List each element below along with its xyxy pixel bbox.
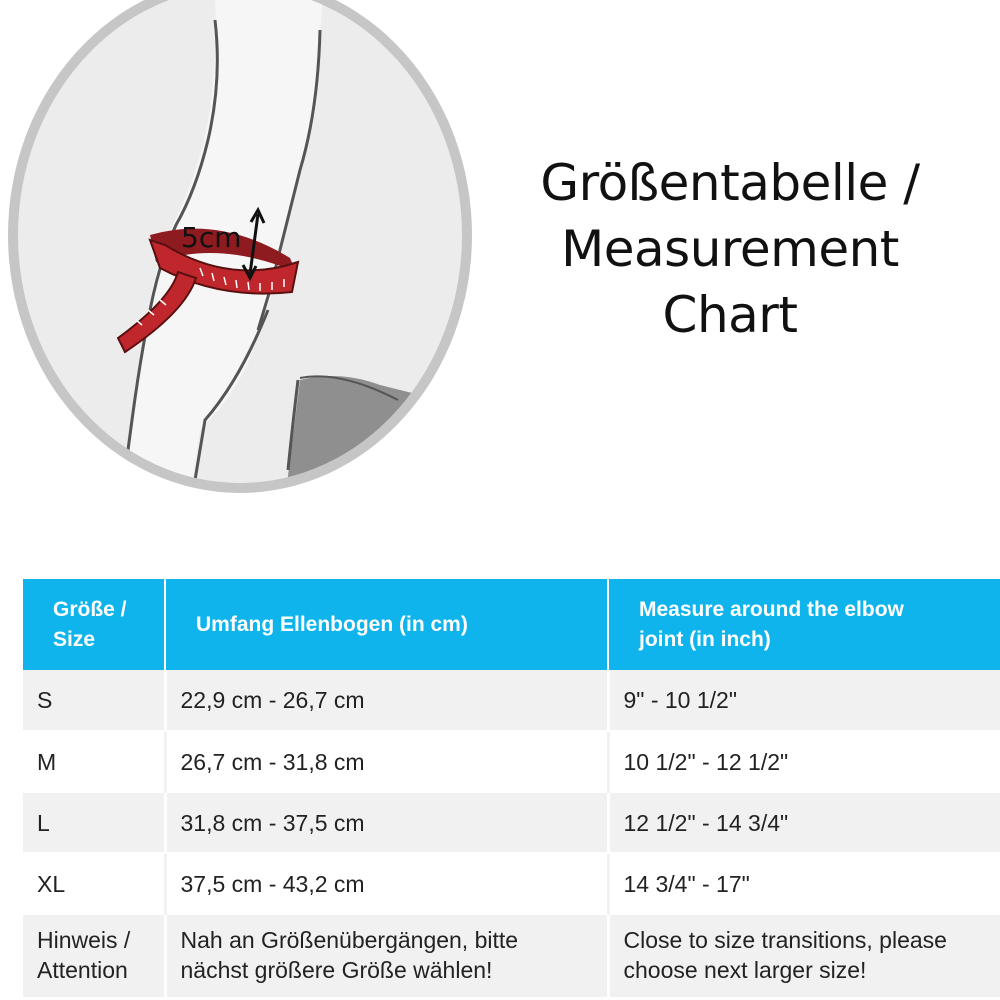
measurement-label: 5cm [181,221,242,254]
table-header-row [23,579,1000,670]
title-line-2: Measurement [561,220,899,278]
cell-size: M [23,731,165,792]
table-row [23,670,1000,731]
cell-inch: 10 1/2" - 12 1/2" [608,731,1000,792]
note-english [608,914,1000,998]
note-label [23,914,165,998]
header-inch-line-2: joint (in inch) [639,627,771,651]
cell-size: XL [23,853,165,914]
cell-cm: 37,5 cm - 43,2 cm [165,853,608,914]
cell-cm: 31,8 cm - 37,5 cm [165,792,608,853]
title-line-1: Größentabelle / [540,154,920,212]
table-row [23,731,1000,792]
header-size-line-1: Größe / [53,597,127,621]
header-size-line-2: Size [53,627,96,651]
table-row-note [23,914,1000,998]
cell-size: S [23,670,165,731]
header-circumference-inch [608,579,1000,670]
size-chart-table [23,579,1000,999]
cell-inch: 12 1/2" - 14 3/4" [608,792,1000,853]
elbow-measurement-illustration [0,0,480,500]
note-german [165,914,608,998]
title-line-3: Chart [662,286,798,344]
cell-inch: 9" - 10 1/2" [608,670,1000,731]
table-row [23,792,1000,853]
header-cm-label: Umfang Ellenbogen (in cm) [196,612,468,636]
header-inch-line-1: Measure around the elbow [639,597,904,621]
cell-cm: 26,7 cm - 31,8 cm [165,731,608,792]
table-row [23,853,1000,914]
note-en-line-1: Close to size transitions, please [623,927,947,953]
page-title [520,150,940,348]
cell-size: L [23,792,165,853]
note-de-line-2: nächst größere Größe wählen! [180,957,493,983]
cell-cm: 22,9 cm - 26,7 cm [165,670,608,731]
note-label-line-2: Attention [37,957,128,983]
cell-inch: 14 3/4" - 17" [608,853,1000,914]
note-label-line-1: Hinweis / [37,927,131,953]
header-size [23,579,165,670]
header-circumference-cm [165,579,608,670]
note-de-line-1: Nah an Größenübergängen, bitte [180,927,519,953]
note-en-line-2: choose next larger size! [623,957,867,983]
